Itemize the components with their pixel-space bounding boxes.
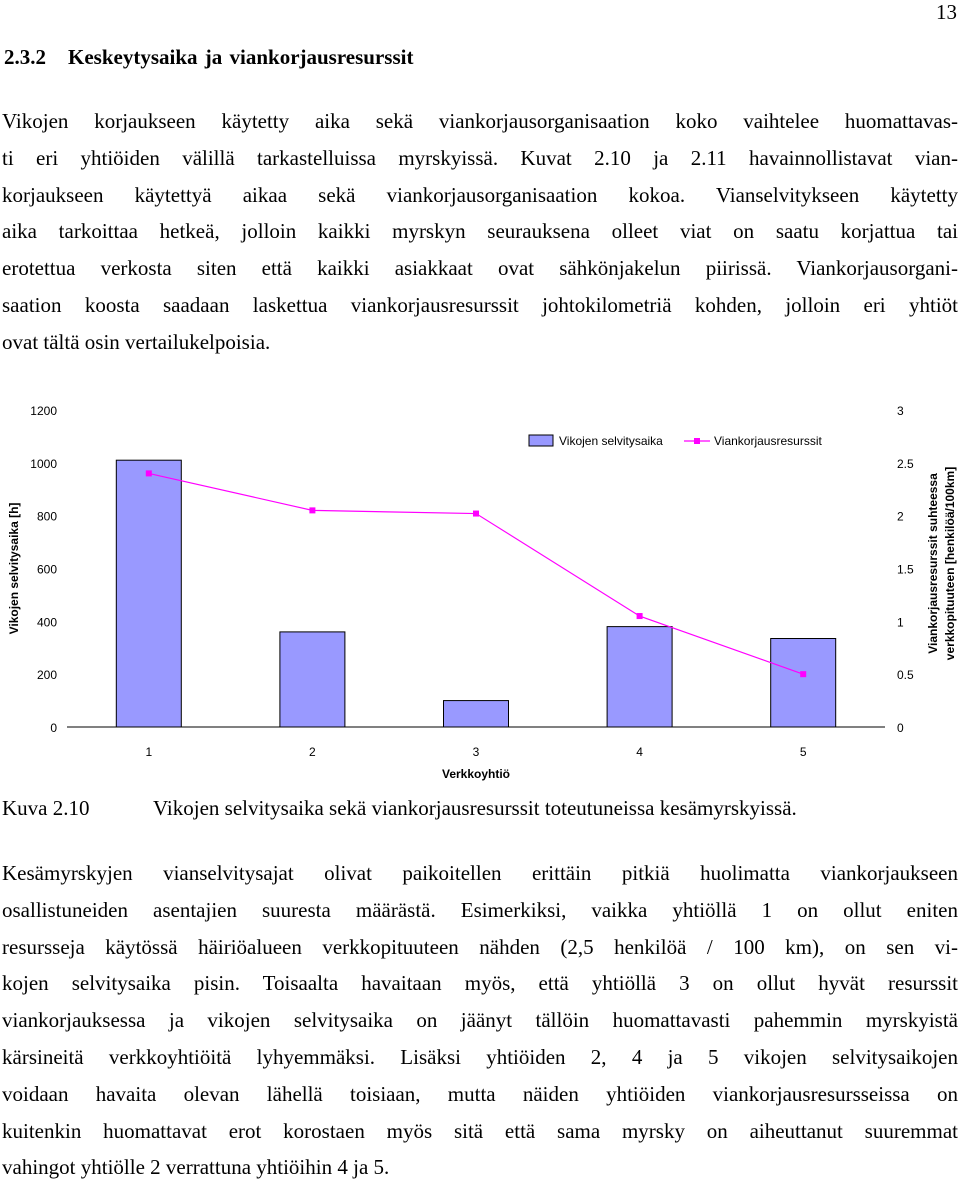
x-tick-label: 5	[799, 745, 807, 759]
y-right-tick-label: 2.5	[897, 456, 914, 471]
x-tick-label: 1	[145, 745, 153, 759]
y-left-tick-label: 800	[36, 509, 57, 524]
bar	[771, 639, 836, 727]
section-heading	[4, 45, 413, 70]
y-left-axis-title: Vikojen selvitysaika [h]	[7, 502, 21, 635]
section-title: Keskeytysaika ja viankorjausresurssit	[68, 45, 414, 69]
paragraph-line: vahingot yhtiölle 2 verrattuna yhtiöihin 4 ja 5.	[2, 1155, 390, 1180]
x-tick-label: 4	[636, 745, 643, 759]
legend-bar-label: Vikojen selvitysaika	[559, 434, 663, 448]
paragraph-line: ti eri yhtiöiden välillä tarkastelluissa myrskyissä. Kuvat 2.10 ja 2.11 havainnollistavat vian-	[2, 145, 958, 170]
bar	[116, 460, 181, 727]
paragraph-line: voidaan havaita olevan lähellä toisiaan, mutta näiden yhtiöiden viankorjausresursseissa on	[2, 1081, 958, 1106]
paragraph-line: aika tarkoittaa hetkeä, jolloin kaikki myrskyn seurauksena olleet viat on saatu korjattua tai	[2, 219, 958, 244]
paragraph-line: kojen selvitysaika pisin. Toisaalta havaitaan myös, että yhtiöllä 3 on ollut hyvät resurssit	[2, 971, 958, 996]
legend-line-marker	[694, 438, 700, 444]
page-number: 13	[936, 0, 957, 24]
y-right-tick-label: 2	[897, 509, 904, 524]
paragraph-line: viankorjauksessa ja vikojen selvitysaika on jäänyt tällöin huomattavasti pahemmin myrskyistä	[2, 1008, 958, 1033]
caption-label: Kuva 2.10	[2, 796, 90, 820]
y-left-tick-label: 0	[50, 721, 57, 735]
y-left-tick-label: 600	[36, 562, 57, 577]
y-right-tick-label: 0.5	[897, 668, 914, 683]
y-left-tick-label: 1000	[30, 456, 57, 471]
y-right-tick-label: 1	[897, 615, 904, 630]
paragraph-line: korjaukseen käytettyä aikaa sekä viankorjausorganisaation kokoa. Vianselvitykseen käytetty	[2, 182, 958, 207]
x-axis-title: Verkkoyhtiö	[441, 767, 511, 781]
paragraph-line: erotettua verkosta siten että kaikki asiakkaat ovat sähkönjakelun piirissä. Viankorjausorgani-	[2, 256, 958, 281]
section-number: 2.3.2	[4, 45, 46, 69]
paragraph-line: Kesämyrskyjen vianselvitysajat olivat paikoitellen erittäin pitkiä huolimatta viankorjaukseen	[2, 861, 958, 885]
legend-bar-swatch	[529, 435, 553, 446]
paragraph-line: kärsineitä verkkoyhtiöitä lyhyemmäksi. Lisäksi yhtiöiden 2, 4 ja 5 vikojen selvitysaikojen	[2, 1044, 958, 1069]
x-tick-label: 3	[472, 745, 480, 759]
paragraph-line: resursseja käytössä häiriöalueen verkkopituuteen nähden (2,5 henkilöä / 100 km), on sen vi-	[2, 934, 958, 959]
legend-line-label: Viankorjausresurssit	[714, 434, 822, 448]
line-point	[473, 511, 479, 517]
line-point	[800, 671, 806, 677]
bar	[607, 627, 672, 727]
line-point	[309, 507, 315, 513]
y-left-tick-label: 1200	[30, 404, 57, 418]
y-right-tick-label: 1.5	[897, 562, 914, 577]
caption-text: Vikojen selvitysaika sekä viankorjausresurssit toteutuneissa kesämyrskyissä.	[153, 796, 797, 820]
bar-line-chart	[0, 390, 960, 790]
y-left-tick-label: 200	[36, 668, 57, 683]
line-point	[146, 470, 152, 476]
bar	[280, 632, 345, 727]
bar	[444, 701, 509, 727]
x-tick-label: 2	[309, 745, 316, 759]
paragraph-line: Vikojen korjaukseen käytetty aika sekä viankorjausorganisaation koko vaihtelee huomattavas-	[2, 109, 958, 133]
y-right-tick-label: 0	[897, 721, 904, 735]
paragraph-line: saation koosta saadaan laskettua viankorjausresurssit johtokilometriä kohden, jolloin eri yhtiöt	[2, 292, 958, 317]
y-right-axis-title-line: verkkopituuteen [henkilöä/100km]	[943, 466, 957, 661]
paragraph-discussion	[2, 855, 958, 1186]
paragraph-line: ovat tältä osin vertailukelpoisia.	[2, 329, 271, 354]
paragraph-line: osallistuneiden asentajien suuresta määrästä. Esimerkiksi, vaikka yhtiöllä 1 on ollut eniten	[2, 897, 958, 922]
y-right-tick-label: 3	[897, 404, 904, 418]
paragraph-intro	[2, 103, 958, 361]
paragraph-line: kuitenkin huomattavat erot korostaen myös sitä että sama myrsky on aiheuttanut suuremmat	[2, 1118, 958, 1143]
y-right-axis-title-line: Viankorjausresurssit suhteessa	[926, 473, 940, 654]
line-series-path	[149, 473, 803, 674]
y-left-tick-label: 400	[36, 615, 57, 630]
line-point	[637, 613, 643, 619]
